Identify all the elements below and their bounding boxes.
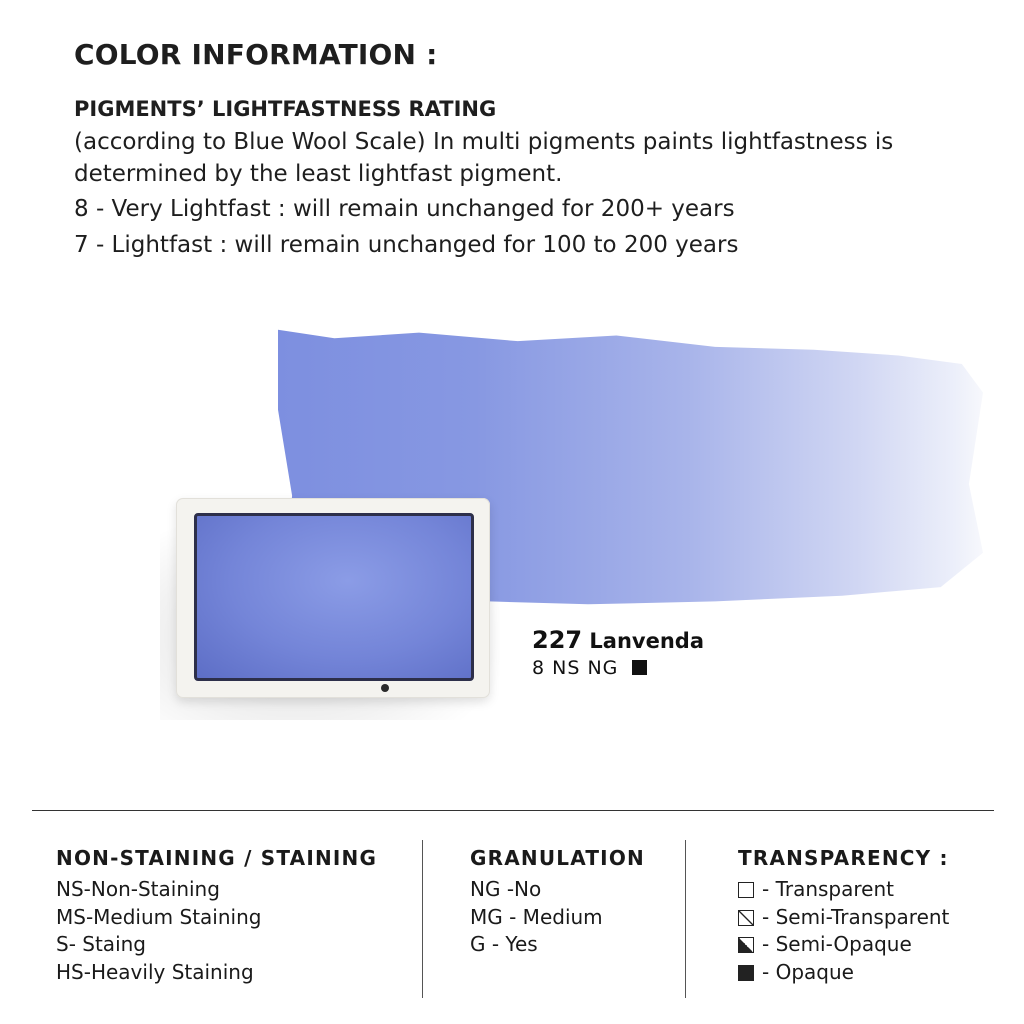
lightfastness-description: (according to Blue Wool Scale) In multi pigments paints lightfastness is determined by the least lightfast pigment. (74, 129, 894, 187)
granulation-legend (470, 846, 645, 959)
legend-item (738, 959, 949, 987)
legend-item (738, 904, 949, 932)
color-number: 227 (532, 626, 583, 654)
legend-item: S- Staing (56, 932, 146, 956)
legend-item-label: - Semi-Opaque (762, 932, 912, 956)
color-label (532, 626, 704, 654)
rating-8-text: 8 - Very Lightfast : will remain unchanged for 200+ years (74, 196, 735, 222)
legend-item-label: - Opaque (762, 959, 854, 984)
legend-item: NG -No (470, 877, 542, 901)
legend-item: G - Yes (470, 932, 538, 956)
legend-item: NS-Non-Staining (56, 877, 220, 901)
empty-square-icon (738, 882, 754, 898)
legend-item-label: - Semi-Transparent (762, 904, 950, 929)
diagonal-square-icon (738, 910, 754, 926)
pan-paint-cake (194, 513, 474, 681)
column-divider (422, 840, 423, 998)
lightfastness-heading: PIGMENTS’ LIGHTFASTNESS RATING (74, 97, 497, 121)
legend-item: MS-Medium Staining (56, 904, 262, 929)
color-codes (532, 657, 647, 679)
color-codes-text: 8 NS NG (532, 657, 619, 679)
staining-legend (56, 846, 377, 986)
legend-item: MG - Medium (470, 904, 603, 929)
pan-dot (381, 684, 389, 692)
column-divider (685, 840, 686, 998)
page-title: COLOR INFORMATION : (74, 38, 438, 71)
staining-legend-title: NON-STAINING / STAINING (56, 846, 378, 870)
rating-7-text: 7 - Lightfast : will remain unchanged for 100 to 200 years (74, 232, 739, 258)
transparency-legend (738, 846, 949, 986)
filled-square-icon (738, 965, 754, 981)
legend-item-label: - Transparent (762, 877, 894, 901)
section-divider (32, 810, 994, 811)
legend-item (738, 931, 949, 959)
paint-pan (176, 498, 490, 698)
color-name: Lanvenda (589, 629, 705, 653)
granulation-legend-title: GRANULATION (470, 846, 645, 870)
transparency-legend-title: TRANSPARENCY : (738, 846, 949, 870)
opaque-square-icon (632, 660, 647, 675)
legend-item: HS-Heavily Staining (56, 959, 254, 984)
half-filled-square-icon (738, 937, 754, 953)
legend-item (738, 876, 949, 904)
